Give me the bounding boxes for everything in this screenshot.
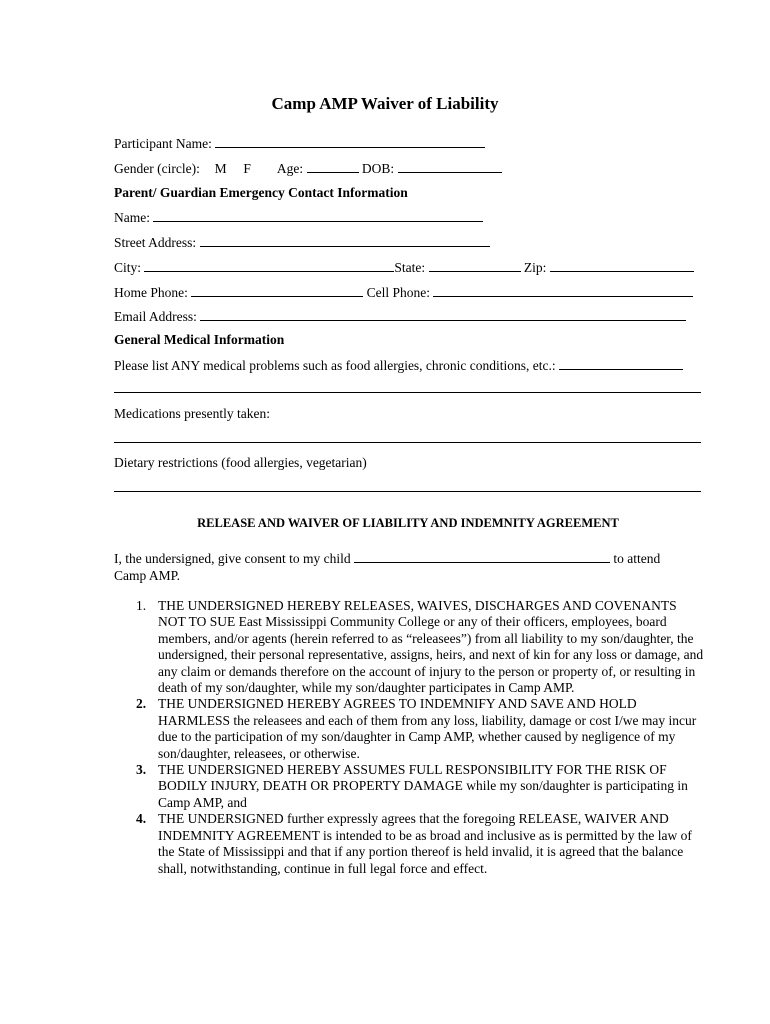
- gender-age-dob-row: [114, 159, 502, 177]
- medical-problems-field[interactable]: [559, 356, 683, 370]
- state-label: State:: [394, 260, 426, 275]
- child-name-field[interactable]: [354, 549, 610, 563]
- consent-prefix: I, the undersigned, give consent to my child: [114, 551, 351, 566]
- gender-label: Gender (circle):: [114, 161, 200, 176]
- medical-problems-continuation-line[interactable]: [114, 392, 701, 393]
- street-address-label: Street Address:: [114, 235, 197, 250]
- clause-number: 1.: [136, 598, 147, 613]
- clause-number: 4.: [136, 811, 147, 827]
- city-label: City:: [114, 260, 142, 275]
- clause-number: 2.: [136, 696, 147, 712]
- street-address-field[interactable]: [200, 233, 490, 247]
- clause-item: [114, 696, 704, 762]
- dob-field[interactable]: [398, 159, 502, 173]
- clause-item: [114, 762, 704, 811]
- cell-phone-label: Cell Phone:: [366, 285, 430, 300]
- city-field[interactable]: [144, 258, 394, 272]
- page-title: Camp AMP Waiver of Liability: [271, 94, 499, 113]
- clause-item: [114, 811, 704, 877]
- city-state-zip-row: [114, 258, 694, 276]
- medications-field[interactable]: [114, 442, 701, 443]
- dietary-field[interactable]: [114, 491, 701, 492]
- zip-label: Zip:: [523, 260, 547, 275]
- participant-name-label: Participant Name:: [114, 136, 212, 151]
- cell-phone-field[interactable]: [433, 283, 693, 297]
- email-row: [114, 307, 686, 325]
- dietary-label: Dietary restrictions (food allergies, vegetarian): [114, 455, 367, 470]
- clause-text: THE UNDERSIGNED further expressly agrees that the foregoing RELEASE, WAIVER AND INDEMNITY AGREEMENT is intended to be as broad and inclusive as is permitted by the law of the State of Mississippi and that if any portion thereof is held invalid, it is agreed that the balance shall, notwithstanding, continue in full legal force and effect.: [158, 811, 692, 876]
- consent-paragraph: [114, 549, 704, 584]
- email-field[interactable]: [200, 307, 686, 321]
- agreement-heading: RELEASE AND WAIVER OF LIABILITY AND INDEMNITY AGREEMENT: [197, 516, 619, 530]
- medications-label: Medications presently taken:: [114, 406, 270, 421]
- medical-heading: General Medical Information: [114, 332, 285, 347]
- clause-item: [114, 598, 704, 696]
- clause-text: THE UNDERSIGNED HEREBY AGREES TO INDEMNIFY AND SAVE AND HOLD HARMLESS the releasees and each of them from any loss, liability, damage or cost I/we may incur due to the participation of my son/daughter in Camp AMP, whether caused by negligence of my son/daughter, releasees, or otherwise.: [158, 696, 697, 761]
- consent-line-2: Camp AMP.: [114, 567, 181, 583]
- gender-option-m[interactable]: M: [214, 161, 227, 176]
- guardian-name-label: Name:: [114, 210, 150, 225]
- street-address-row: [114, 233, 490, 251]
- email-label: Email Address:: [114, 309, 197, 324]
- dob-label: DOB:: [361, 161, 395, 176]
- medical-problems-label: Please list ANY medical problems such as food allergies, chronic conditions, etc.:: [114, 358, 556, 373]
- gender-option-f[interactable]: F: [243, 161, 251, 176]
- guardian-name-field[interactable]: [153, 208, 483, 222]
- home-phone-field[interactable]: [191, 283, 363, 297]
- agreement-clauses: [114, 598, 704, 877]
- clause-number: 3.: [136, 762, 147, 778]
- phone-row: [114, 283, 693, 301]
- participant-name-field[interactable]: [215, 134, 485, 148]
- consent-suffix: to attend: [613, 551, 661, 566]
- clause-text: THE UNDERSIGNED HEREBY ASSUMES FULL RESPONSIBILITY FOR THE RISK OF BODILY INJURY, DEATH OR PROPERTY DAMAGE while my son/daughter is participating in Camp AMP, and: [158, 762, 688, 810]
- age-field[interactable]: [307, 159, 359, 173]
- zip-field[interactable]: [550, 258, 694, 272]
- age-label: Age:: [276, 161, 304, 176]
- state-field[interactable]: [429, 258, 521, 272]
- home-phone-label: Home Phone:: [114, 285, 188, 300]
- clause-text: THE UNDERSIGNED HEREBY RELEASES, WAIVES, DISCHARGES AND COVENANTS NOT TO SUE East Mississippi Community College or any of their officers, employees, board members, and/or agents (herein referred to as “releasees”) from all liability to my son/daughter, the undersigned, their personal representative, assigns, heirs, and next of kin for any loss or damage, and any claim or demands therefore on the account of injury to the person or property of, or resulting in death of my son/daughter, while my son/daughter participates in Camp AMP.: [158, 598, 704, 696]
- medical-problems-row: [114, 356, 683, 374]
- participant-name-row: [114, 134, 485, 152]
- guardian-name-row: [114, 208, 483, 226]
- guardian-heading: Parent/ Guardian Emergency Contact Information: [114, 185, 408, 200]
